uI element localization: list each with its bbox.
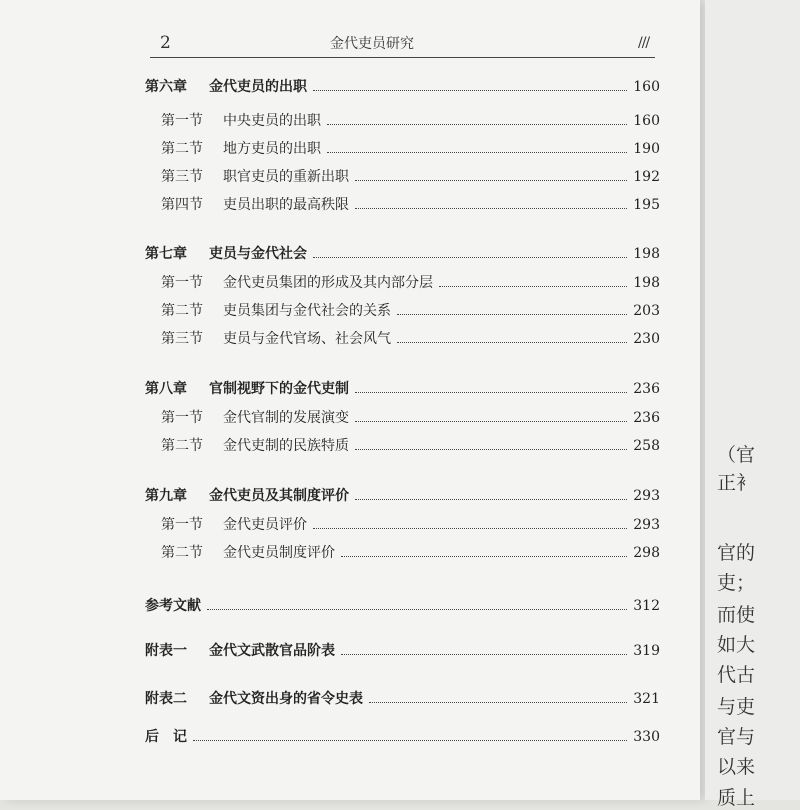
- toc-entry-label: 第二节: [161, 545, 203, 561]
- toc-section-entry: [145, 194, 660, 214]
- toc-entry-title: 金代吏员评价: [223, 517, 307, 533]
- toc-page-number: 192: [633, 169, 660, 185]
- toc-page-number: 195: [633, 197, 660, 213]
- facing-page-text: 代古: [717, 664, 756, 686]
- toc-chapter-entry: [145, 595, 660, 615]
- toc-entry-label: 参考文献: [145, 598, 201, 614]
- toc-entry-label: 第九章: [145, 488, 187, 504]
- dot-leader: [207, 609, 627, 610]
- dot-leader: [313, 90, 627, 91]
- toc-entry-label: 附表一: [145, 643, 187, 659]
- toc-entry-label: 第三节: [161, 169, 203, 185]
- facing-page: [705, 0, 800, 809]
- facing-page-text: 质上: [717, 787, 756, 809]
- toc-entry-title: 金代文资出身的省令史表: [209, 691, 363, 707]
- toc-entry-title: 金代吏员制度评价: [223, 545, 335, 561]
- toc-entry-title: 吏员与金代官场、社会风气: [223, 331, 391, 347]
- facing-page-text: 官与: [717, 726, 756, 748]
- dot-leader: [355, 499, 627, 500]
- facing-page-text: 官的: [717, 542, 756, 564]
- toc-page-number: 330: [633, 729, 660, 745]
- toc-entry-label: 第三节: [161, 331, 203, 347]
- page-number: 2: [160, 33, 171, 53]
- dot-leader: [355, 449, 627, 450]
- toc-chapter-entry: [145, 378, 660, 398]
- toc-page-number: 236: [633, 410, 660, 426]
- facing-page-text: 如大: [717, 634, 756, 656]
- toc-page-number: 198: [633, 246, 660, 262]
- dot-leader: [327, 124, 627, 125]
- toc-page-number: 203: [633, 303, 660, 319]
- toc-section-entry: [145, 166, 660, 186]
- header-rule: [150, 57, 655, 58]
- toc-section-entry: [145, 407, 660, 427]
- dot-leader: [193, 740, 627, 741]
- toc-entry-label: 第六章: [145, 79, 187, 95]
- dot-leader: [355, 421, 627, 422]
- toc-chapter-entry: [145, 688, 660, 708]
- toc-entry-label: 第二节: [161, 303, 203, 319]
- toc-entry-label: 附表二: [145, 691, 187, 707]
- toc-entry-title: 吏员集团与金代社会的关系: [223, 303, 391, 319]
- toc-entry-title: 金代吏员集团的形成及其内部分层: [223, 275, 433, 291]
- toc-entry-title: 职官吏员的重新出职: [223, 169, 349, 185]
- toc-page-number: 312: [633, 598, 660, 614]
- toc-page-number: 198: [633, 275, 660, 291]
- dot-leader: [313, 257, 627, 258]
- toc-page-number: 190: [633, 141, 660, 157]
- toc-section-entry: [145, 542, 660, 562]
- toc-entry-title: 中央吏员的出职: [223, 113, 321, 129]
- toc-chapter-entry: [145, 243, 660, 263]
- toc-page-number: 236: [633, 381, 660, 397]
- toc-chapter-entry: [145, 76, 660, 96]
- dot-leader: [355, 208, 627, 209]
- toc-chapter-entry: [145, 640, 660, 660]
- toc-entry-label: 第一节: [161, 275, 203, 291]
- facing-page-text: 正衤: [717, 472, 756, 494]
- facing-page-text: 而使: [717, 604, 756, 626]
- toc-entry-label: 第四节: [161, 197, 203, 213]
- toc-entry-title: 金代吏员及其制度评价: [209, 488, 349, 504]
- dot-leader: [397, 342, 627, 343]
- toc-page-number: 319: [633, 643, 660, 659]
- toc-entry-label: 后 记: [145, 729, 187, 745]
- toc-page-number: 160: [633, 79, 660, 95]
- toc-page-number: 321: [633, 691, 660, 707]
- running-head-title: 金代吏员研究: [330, 36, 414, 52]
- dot-leader: [355, 392, 627, 393]
- toc-page-number: 230: [633, 331, 660, 347]
- facing-page-text: 与吏: [717, 696, 756, 718]
- toc-entry-title: 吏员与金代社会: [209, 246, 307, 262]
- toc-section-entry: [145, 328, 660, 348]
- dot-leader: [313, 528, 627, 529]
- toc-entry-label: 第一节: [161, 410, 203, 426]
- toc-section-entry: [145, 138, 660, 158]
- toc-chapter-entry: [145, 485, 660, 505]
- dot-leader: [355, 180, 627, 181]
- dot-leader: [341, 654, 627, 655]
- toc-entry-title: 吏员出职的最高秩限: [223, 197, 349, 213]
- toc-section-entry: [145, 272, 660, 292]
- toc-section-entry: [145, 435, 660, 455]
- toc-entry-label: 第二节: [161, 438, 203, 454]
- running-head-mark: ///: [638, 35, 650, 51]
- dot-leader: [327, 152, 627, 153]
- toc-page-number: 160: [633, 113, 660, 129]
- dot-leader: [397, 314, 627, 315]
- toc-entry-label: 第七章: [145, 246, 187, 262]
- toc-entry-label: 第一节: [161, 517, 203, 533]
- facing-page-text: 以来: [717, 756, 756, 778]
- toc-entry-title: 金代官制的发展演变: [223, 410, 349, 426]
- toc-page-number: 293: [633, 488, 660, 504]
- dot-leader: [341, 556, 627, 557]
- toc-entry-title: 金代文武散官品阶表: [209, 643, 335, 659]
- toc-entry-label: 第八章: [145, 381, 187, 397]
- dot-leader: [439, 286, 627, 287]
- toc-entry-title: 地方吏员的出职: [223, 141, 321, 157]
- facing-page-text: （官: [717, 444, 756, 466]
- toc-page-number: 293: [633, 517, 660, 533]
- toc-chapter-entry: [145, 726, 660, 746]
- toc-entry-title: 金代吏制的民族特质: [223, 438, 349, 454]
- dot-leader: [369, 702, 627, 703]
- toc-page-number: 298: [633, 545, 660, 561]
- toc-entry-title: 金代吏员的出职: [209, 79, 307, 95]
- toc-section-entry: [145, 300, 660, 320]
- toc-entry-label: 第一节: [161, 113, 203, 129]
- toc-entry-title: 官制视野下的金代吏制: [209, 381, 349, 397]
- toc-page-number: 258: [633, 438, 660, 454]
- toc-section-entry: [145, 110, 660, 130]
- facing-page-text: 吏；: [717, 572, 756, 594]
- toc-section-entry: [145, 514, 660, 534]
- toc-entry-label: 第二节: [161, 141, 203, 157]
